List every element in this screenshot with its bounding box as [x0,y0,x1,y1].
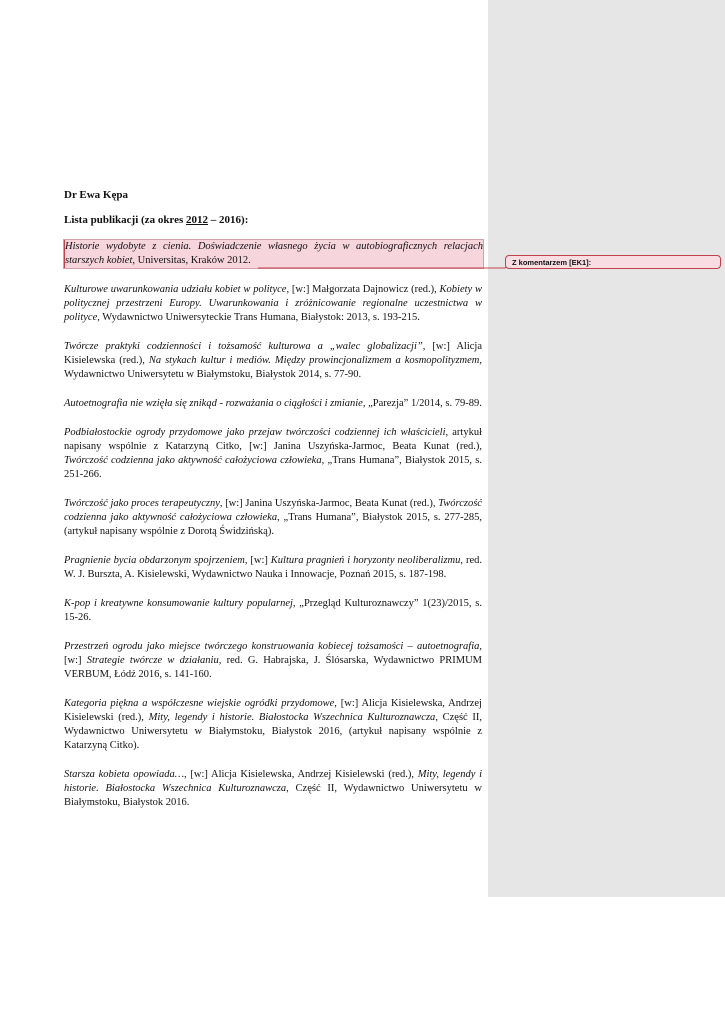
publication-details: , [w:] [64,641,482,666]
publication-entry [64,283,482,325]
heading-year: 2012 [186,214,209,226]
publication-details: , Część II, Wydawnictwo Uniwersytetu w Białymstoku, Białystok 2016, (artykuł napisany wspólnie z Katarzyną Citko). [64,712,482,751]
comment-label-ek1[interactable]: Z komentarzem [EK1]: [505,255,721,269]
publication-title: Mity, legendy i historie. Białostocka Wszechnica Kulturoznawcza [148,712,436,723]
publication-title: Kulturowe uwarunkowania udziału kobiet w polityce [64,284,287,295]
heading-suffix: – 2016): [208,214,249,226]
publication-title: Twórczość jako proces terapeutyczny [64,498,220,509]
publication-title: Mity, legendy i historie. Białostocka Wszechnica Kulturoznawcza [64,769,482,794]
publication-list-heading [64,214,248,226]
publication-details: , [w:] Alicja Kisielewska (red.), [64,341,483,366]
publication-entry-commented [64,240,483,268]
heading-prefix: Lista publikacji (za okres [64,214,187,226]
publication-title: Kobiety w politycznej przestrzeni Europy. Uwarunkowania i zróżnicowanie regionalne uczestnictwa w polityce [64,284,482,323]
publication-title: Historie wydobyte z cienia. Doświadczenie własnego życia w autobiograficznych relacjach starszych kobiet [65,241,483,266]
publication-title: Przestrzeń ogrodu jako miejsce twórczego konstruowania kobiecej tożsamości – autoetnografia [64,641,480,652]
publication-details: , [w:] [244,555,271,566]
publication-details: , [w:] Małgorzata Dajnowicz (red.), [286,284,440,295]
publication-details: , Część II, Wydawnictwo Uniwersytetu w Białymstoku, Białystok 2016. [64,783,482,808]
publication-entry [64,340,482,382]
publication-details: , red. W. J. Burszta, A. Kisielewski, Wydawnictwo Nauka i Innowacje, Poznań 2015, s. 187-198. [64,555,482,580]
publication-entry [64,597,482,625]
publication-list [64,240,482,825]
publication-title: Starsza kobieta opowiada… [64,769,185,780]
publication-title: Twórczość codzienna jako aktywność całożyciowa człowieka [64,498,482,523]
publication-title: K-pop i kreatywne konsumowanie kultury popularnej [64,598,293,609]
publication-details: , Wydawnictwo Uniwersyteckie Trans Humana, Białystok: 2013, s. 193-215. [97,312,420,323]
publication-title: Podbiałostockie ogrody przydomowe jako przejaw twórczości codziennej ich właścicieli [64,427,446,438]
publication-entry [64,640,482,682]
publication-entry [64,426,482,482]
publication-entry [64,697,482,753]
publication-details: , [w:] Alicja Kisielewska, Andrzej Kisielewski (red.), [64,698,482,723]
publication-entry [64,397,482,411]
publication-details: , „Przegląd Kulturoznawczy” 1(23)/2015, s. 15-26. [64,598,482,623]
publication-details: , „Trans Humana”, Białystok 2015, s. 251-266. [64,455,482,480]
publication-title: Kategoria piękna a współczesne wiejskie ogródki przydomowe [64,698,335,709]
publication-details: , artykuł napisany wspólnie z Katarzyną Citko, [w:] Janina Uszyńska-Jarmoc, Beata Kunat (red.), [64,427,482,452]
publication-title: Twórcze praktyki codzienności i tożsamość kulturowa a „walec globalizacji” [64,341,423,352]
publication-title: Pragnienie bycia obdarzonym spojrzeniem [64,555,245,566]
publication-title: Strategie twórcze w działaniu, [86,655,222,666]
publication-entry [64,768,482,810]
author-name: Dr Ewa Kępa [64,189,128,201]
comment-margin-pane [488,0,725,897]
publication-title: Autoetnografia nie wzięła się znikąd - rozważania o ciągłości i zmianie [64,398,363,409]
publication-entry [64,554,482,582]
publication-details: red. G. Habrajska, J. Ślósarska, Wydawnictwo PRIMUM VERBUM, Łódź 2016, s. 141-160. [64,655,482,680]
publication-details: , Universitas, Kraków 2012. [132,255,251,266]
publication-details: , Wydawnictwo Uniwersytetu w Białymstoku, Białystok 2014, s. 77-90. [64,355,482,380]
publication-title: Kultura pragnień i horyzonty neoliberalizmu [270,555,461,566]
publication-details: , „Parezja” 1/2014, s. 79-89. [362,398,482,409]
publication-title: Twórczość codzienna jako aktywność całożyciowa człowieka [64,455,322,466]
publication-details: , „Trans Humana”, Białystok 2015, s. 277-285, (artykuł napisany wspólnie z Dorotą Świdzińską). [64,512,483,537]
publication-details: , [w:] Alicja Kisielewska, Andrzej Kisielewski (red.), [184,769,418,780]
publication-entry [64,497,482,539]
publication-title: Na stykach kultur i mediów. Między prowincjonalizmem a kosmopolityzmem [148,355,480,366]
publication-details: , [w:] Janina Uszyńska-Jarmoc, Beata Kunat (red.), [219,498,439,509]
